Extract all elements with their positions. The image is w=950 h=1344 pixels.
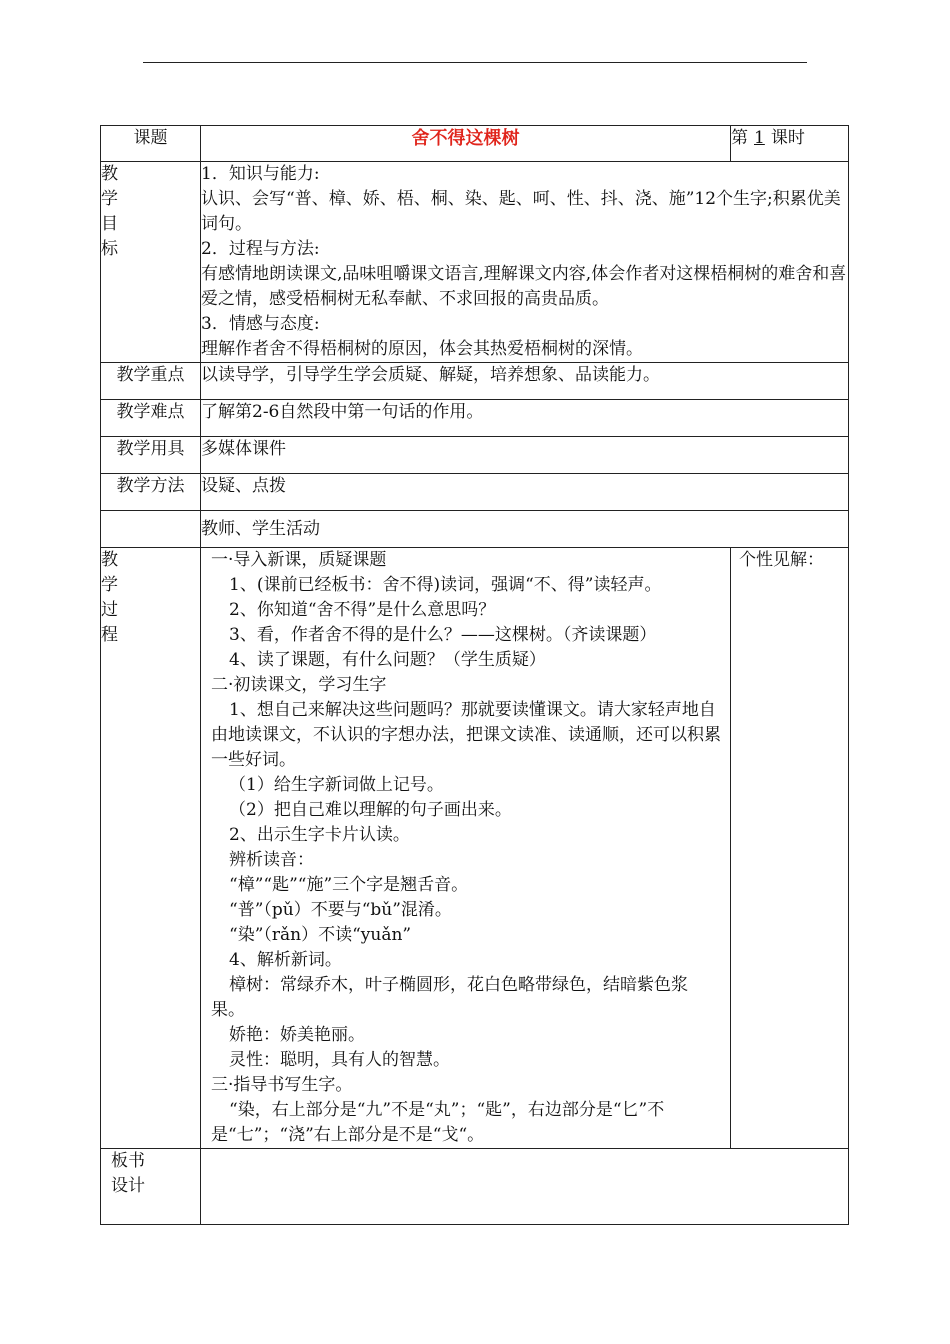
process-label-char: 学 xyxy=(101,575,118,595)
objective-line: 认识、会写“普、樟、娇、梧、桐、染、匙、呵、性、抖、浇、施”12个生字;积累优美词句。 xyxy=(201,189,841,234)
process-line: “樟”“匙”“施”三个字是翘舌音。 xyxy=(229,875,469,895)
board-label-line1: 板书 xyxy=(111,1151,145,1171)
tools-value: 多媒体课件 xyxy=(201,437,849,474)
process-content xyxy=(201,548,731,1149)
method-label: 教学方法 xyxy=(101,474,201,511)
objectives-row xyxy=(101,162,849,363)
process-line: 灵性：聪明，具有人的智慧。 xyxy=(229,1050,450,1070)
key-points-label: 教学重点 xyxy=(101,363,201,400)
objectives-label-char: 标 xyxy=(101,239,118,259)
header-rule xyxy=(143,62,807,63)
board-row xyxy=(101,1149,849,1225)
objective-line: 2．过程与方法: xyxy=(201,239,320,259)
process-line: 2、你知道“舍不得”是什么意思吗？ xyxy=(229,600,496,620)
tools-label: 教学用具 xyxy=(101,437,201,474)
objectives-label-char: 学 xyxy=(101,189,118,209)
lesson-title: 舍不得这棵树 xyxy=(201,126,731,162)
difficulty-label: 教学难点 xyxy=(101,400,201,437)
activity-header-blank xyxy=(101,511,201,548)
board-label-line2: 设计 xyxy=(111,1176,145,1196)
objective-line: 理解作者舍不得梧桐树的原因，体会其热爱梧桐树的深情。 xyxy=(201,339,643,359)
objectives-label-char: 教 xyxy=(101,164,118,184)
lesson-suffix: 课时 xyxy=(770,128,805,148)
process-line: 二·初读课文，学习生字 xyxy=(211,675,387,695)
process-row xyxy=(101,548,849,1149)
lesson-plan-table xyxy=(100,125,849,1225)
process-line: 辨析读音： xyxy=(229,850,314,870)
process-line: 樟树：常绿乔木，叶子椭圆形，花白色略带绿色，结暗紫色浆果。 xyxy=(211,975,688,1020)
process-line: 娇艳：娇美艳丽。 xyxy=(229,1025,365,1045)
objectives-label xyxy=(101,162,201,363)
objective-line: 3．情感与态度: xyxy=(201,314,320,334)
objective-line: 有感情地朗读课文,品味咀嚼课文语言,理解课文内容,体会作者对这棵梧桐树的难舍和喜爱之情，感受梧桐树无私奉献、不求回报的高贵品质。 xyxy=(201,264,847,309)
lesson-period xyxy=(731,126,849,162)
lesson-number: 1 xyxy=(754,128,765,148)
difficulty-row xyxy=(101,400,849,437)
objectives-label-char: 目 xyxy=(101,214,118,234)
process-line: 1、(课前已经板书：舍不得)读词，强调“不、得”读轻声。 xyxy=(229,575,662,595)
objective-line: 1．知识与能力: xyxy=(201,164,320,184)
process-line: 三·指导书写生字。 xyxy=(211,1075,353,1095)
process-line: 2、出示生字卡片认读。 xyxy=(229,825,410,845)
key-points-row xyxy=(101,363,849,400)
lesson-prefix: 第 xyxy=(731,128,748,148)
tools-row xyxy=(101,437,849,474)
method-value: 设疑、点拨 xyxy=(201,474,849,511)
process-line: 4、读了课题，有什么问题？（学生质疑） xyxy=(229,650,546,670)
key-points-value: 以读导学，引导学生学会质疑、解疑，培养想象、品读能力。 xyxy=(201,363,849,400)
insight-column xyxy=(731,548,849,1149)
board-content xyxy=(201,1149,849,1225)
title-row xyxy=(101,126,849,162)
board-label xyxy=(101,1149,201,1225)
process-line: （2）把自己难以理解的句子画出来。 xyxy=(229,800,512,820)
process-line: 一·导入新课，质疑课题 xyxy=(211,550,387,570)
process-line: 4、解析新词。 xyxy=(229,950,342,970)
process-line: “染”（rǎn）不读“yuǎn” xyxy=(229,925,412,945)
process-line: “染，右上部分是“九”不是“丸”；“匙”，右边部分是“匕”不是“七”；“浇”右上部分是不是“戈“。 xyxy=(211,1100,665,1145)
process-line: （1）给生字新词做上记号。 xyxy=(229,775,444,795)
process-label-char: 程 xyxy=(101,625,118,645)
method-row xyxy=(101,474,849,511)
process-line: “普”（pǔ）不要与“bǔ”混淆。 xyxy=(229,900,452,920)
process-label-char: 过 xyxy=(101,600,118,620)
topic-label: 课题 xyxy=(101,126,201,162)
process-label-char: 教 xyxy=(101,550,118,570)
insight-label: 个性见解： xyxy=(739,550,824,570)
process-line: 3、看，作者舍不得的是什么？——这棵树。（齐读课题） xyxy=(229,625,657,645)
objectives-content xyxy=(201,162,849,363)
activity-header: 教师、学生活动 xyxy=(201,511,849,548)
process-line: 1、想自己来解决这些问题吗？那就要读懂课文。请大家轻声地自由地读课文，不认识的字想办法，把课文读准、读通顺，还可以积累一些好词。 xyxy=(211,700,721,770)
difficulty-value: 了解第2-6自然段中第一句话的作用。 xyxy=(201,400,849,437)
process-label xyxy=(101,548,201,1149)
activity-header-row xyxy=(101,511,849,548)
